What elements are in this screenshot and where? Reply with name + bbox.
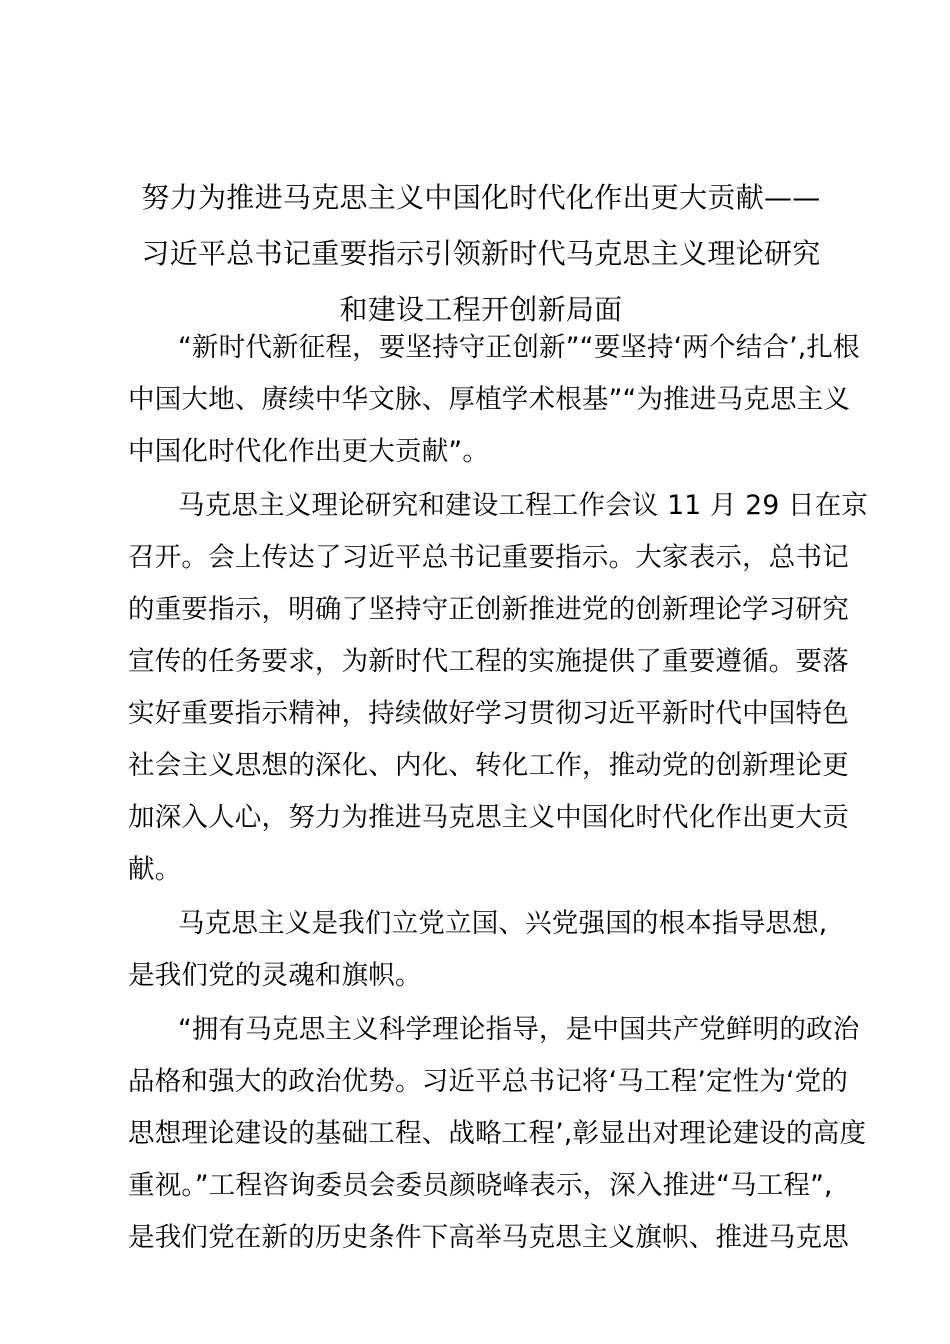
paragraph-line: 品格和强大的政治优势。习近平总书记将‘马工程’定性为‘党的 [128, 1066, 849, 1097]
paragraph-line: 献。 [128, 854, 182, 885]
paragraph-1 [128, 322, 860, 478]
paragraph-line: 是我们党的灵魂和旗帜。 [128, 960, 422, 991]
document-body [128, 322, 869, 1264]
paragraph-line: 重视。”工程咨询委员会委员颜晓峰表示，深入推进“马工程”, [128, 1170, 833, 1201]
paragraph-line: 中国化时代化作出更大贡献”。 [128, 436, 490, 467]
paragraph-line: 实好重要指示精神，持续做好学习贯彻习近平新时代中国特色 [128, 698, 849, 729]
title-line: 和建设工程开创新局面 [339, 293, 623, 326]
paragraph-line: 是我们党在新的历史条件下高举马克思主义旗帜、推进马克思 [128, 1222, 849, 1253]
paragraph-2 [128, 480, 869, 896]
paragraph-3 [128, 898, 834, 1002]
title-line: 习近平总书记重要指示引领新时代马克思主义理论研究 [141, 237, 821, 270]
paragraph-line: “拥有马克思主义科学理论指导，是中国共产党鲜明的政治 [178, 1014, 860, 1045]
paragraph-line: 加深入人心，努力为推进马克思主义中国化时代化作出更大贡 [128, 802, 849, 833]
paragraph-line: 马克思主义是我们立党立国、兴党强国的根本指导思想, [178, 908, 828, 939]
paragraph-line: 宣传的任务要求，为新时代工程的实施提供了重要遵循。要落 [128, 646, 849, 677]
paragraph-line: 社会主义思想的深化、内化、转化工作，推动党的创新理论更 [128, 750, 849, 781]
paragraph-line: 中国大地、赓续中华文脉、厚植学术根基”“为推进马克思主义 [128, 384, 851, 415]
paragraph-line: 的重要指示，明确了坚持守正创新推进党的创新理论学习研究 [128, 594, 849, 625]
document-title [128, 170, 834, 338]
title-line: 努力为推进马克思主义中国化时代化作出更大贡献—— [141, 181, 821, 214]
paragraph-line: 马克思主义理论研究和建设工程工作会议 11 月 29 日在京 [178, 490, 869, 521]
paragraph-line: “新时代新征程，要坚持守正创新”“要坚持‘两个结合’,扎根 [178, 332, 860, 363]
paragraph-4 [128, 1004, 867, 1264]
paragraph-line: 思想理论建设的基础工程、战略工程’,彰显出对理论建设的高度 [128, 1118, 867, 1149]
paragraph-line: 召开。会上传达了习近平总书记重要指示。大家表示，总书记 [128, 542, 849, 573]
